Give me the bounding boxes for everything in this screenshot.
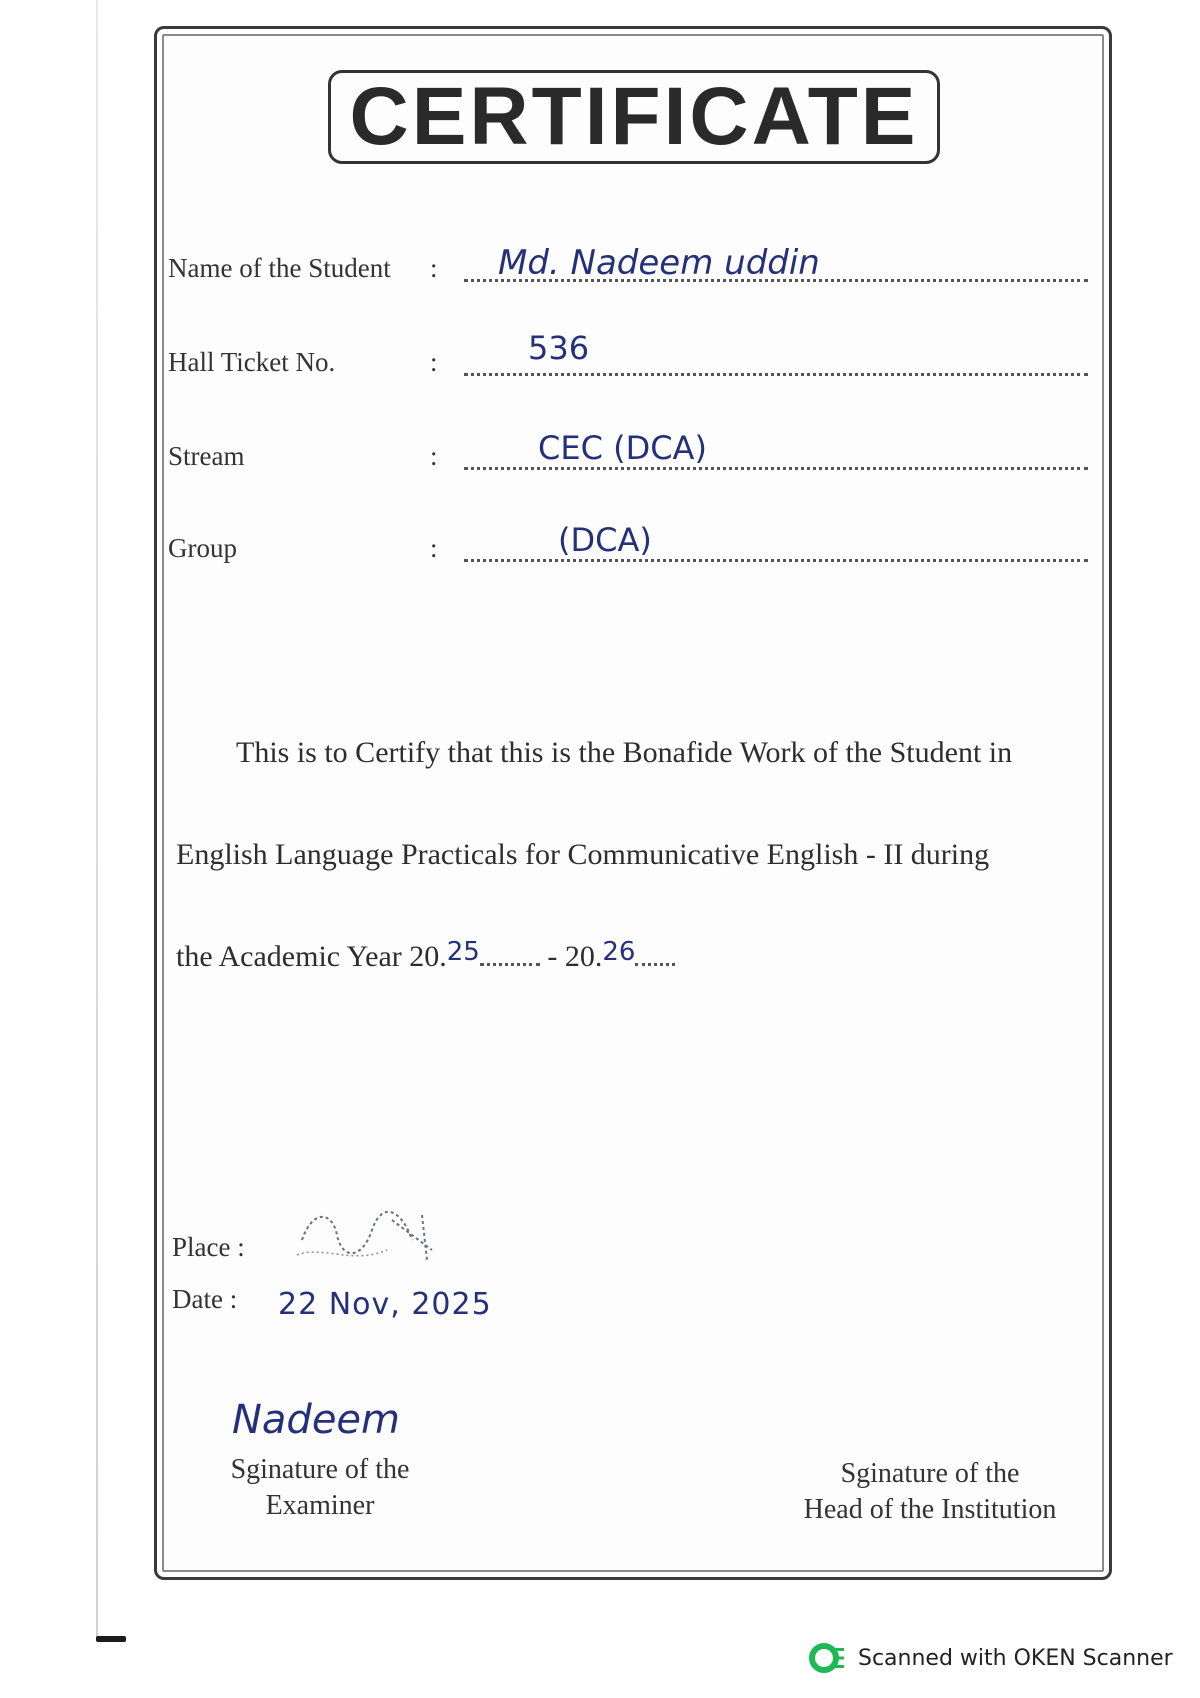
field-dotted-line bbox=[464, 373, 1088, 376]
field-value-name: Md. Nadeem uddin bbox=[498, 243, 820, 283]
body-line-3 bbox=[176, 937, 675, 974]
scanner-footer bbox=[808, 1642, 1173, 1674]
field-label-group: Group bbox=[168, 533, 237, 563]
examiner-signature: Nadeem bbox=[232, 1397, 401, 1443]
examiner-signature-label bbox=[210, 1452, 430, 1525]
field-colon: : bbox=[430, 253, 438, 283]
corner-mark bbox=[96, 1636, 126, 1642]
date-value: 22 Nov, 2025 bbox=[278, 1287, 492, 1322]
paper-edge bbox=[96, 0, 98, 1640]
title-box bbox=[328, 70, 940, 164]
examiner-label-line-2: Examiner bbox=[265, 1490, 375, 1522]
certificate-title: CERTIFICATE bbox=[349, 71, 919, 162]
field-label-stream: Stream bbox=[168, 441, 245, 471]
field-row-group bbox=[168, 520, 1088, 570]
field-value-stream: CEC (DCA) bbox=[538, 429, 707, 467]
field-colon: : bbox=[430, 533, 438, 563]
body-line-2: English Language Practicals for Communicative English - II during bbox=[176, 838, 990, 871]
year-dotted-line bbox=[635, 962, 675, 966]
field-label-name: Name of the Student bbox=[168, 253, 391, 283]
head-label-line-2: Head of the Institution bbox=[803, 1494, 1057, 1526]
year-dotted-line bbox=[480, 962, 540, 966]
academic-year-prefix: the Academic Year 20. bbox=[176, 940, 447, 973]
field-dotted-line bbox=[464, 467, 1088, 470]
oken-scanner-logo-icon bbox=[808, 1642, 848, 1674]
field-label-hall-ticket: Hall Ticket No. bbox=[168, 347, 336, 377]
field-row-hall-ticket bbox=[168, 329, 1088, 384]
academic-year-end: 26 bbox=[602, 937, 636, 967]
body-line-1: This is to Certify that this is the Bonafide Work of the Student in bbox=[236, 736, 1013, 769]
field-row-stream bbox=[168, 428, 1088, 478]
field-row-name bbox=[168, 240, 1088, 290]
academic-year-start: 25 bbox=[446, 937, 480, 967]
field-value-hall-ticket: 536 bbox=[528, 329, 590, 367]
examiner-label-line-1: Sginature of the bbox=[230, 1454, 410, 1485]
head-signature-label bbox=[780, 1456, 1080, 1529]
field-colon: : bbox=[430, 347, 438, 377]
place-label: Place : bbox=[172, 1232, 245, 1262]
scanner-footer-text: Scanned with OKEN Scanner bbox=[858, 1645, 1173, 1671]
place-stamp-scribble bbox=[292, 1200, 442, 1270]
field-dotted-line bbox=[464, 559, 1088, 562]
head-label-line-1: Sginature of the bbox=[840, 1458, 1020, 1489]
field-value-group: (DCA) bbox=[558, 521, 652, 559]
date-label: Date : bbox=[172, 1284, 238, 1314]
academic-year-mid: - 20. bbox=[547, 940, 603, 973]
field-colon: : bbox=[430, 441, 438, 471]
